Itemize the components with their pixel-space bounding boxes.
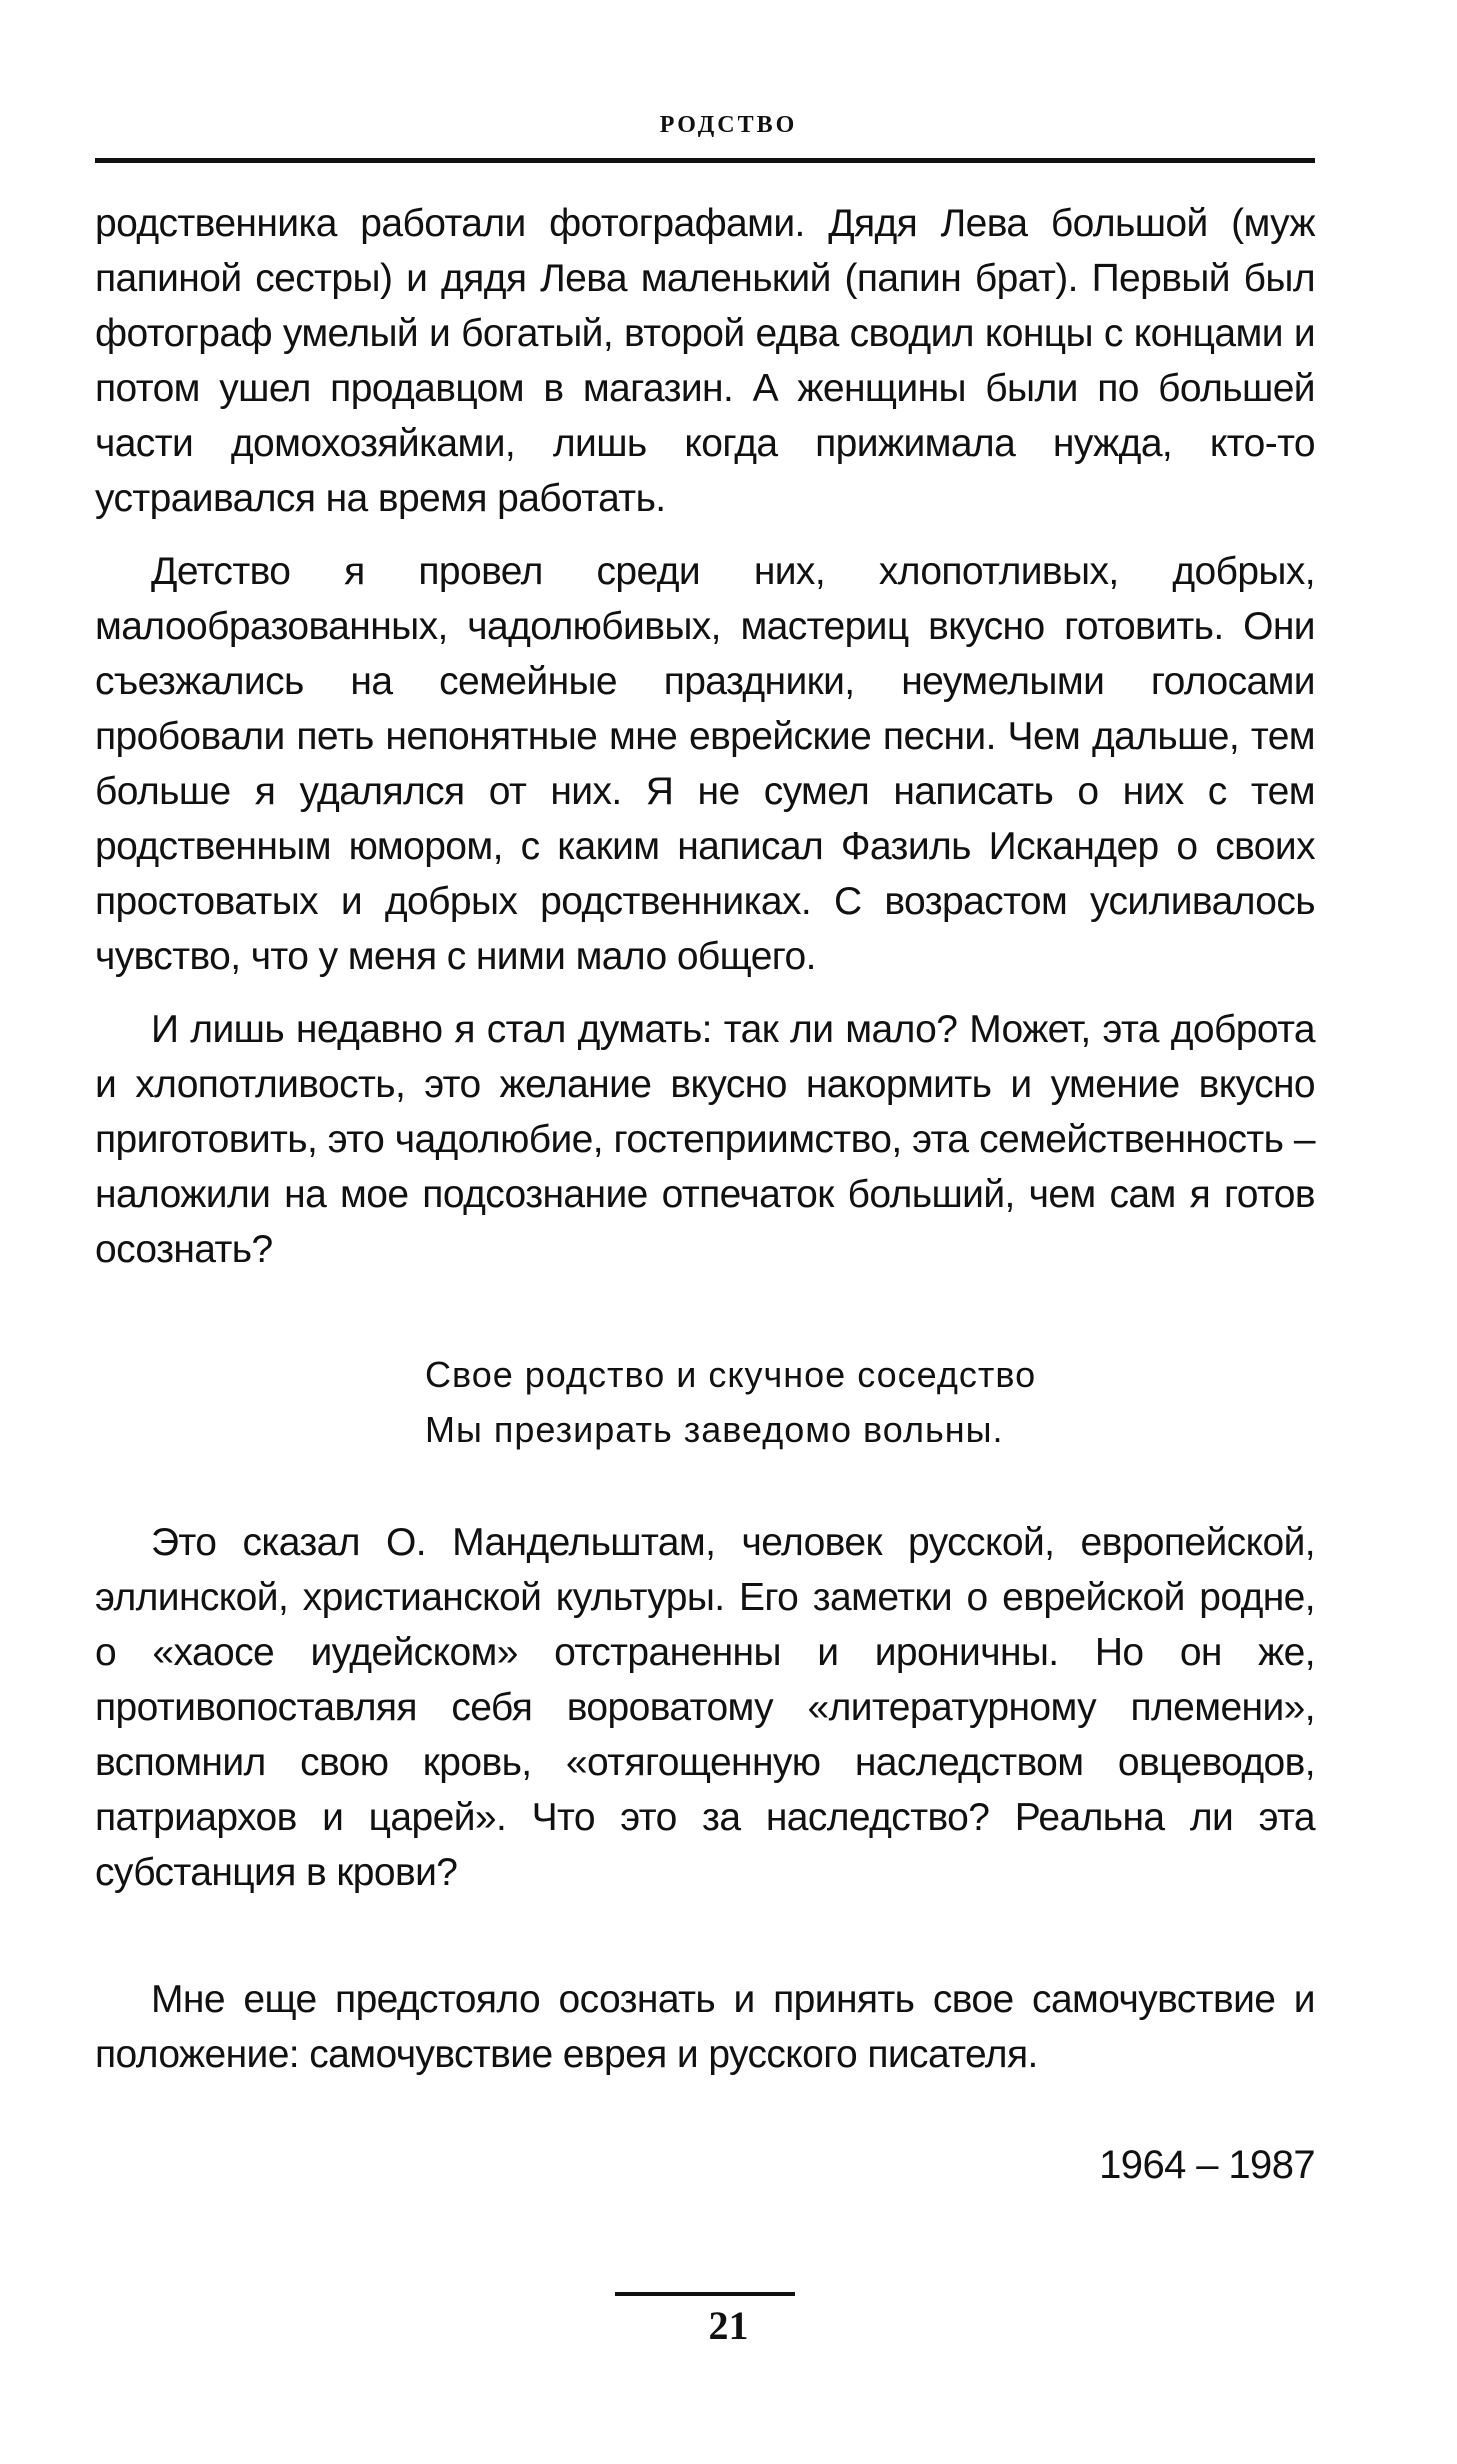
poem-line: Мы презирать заведомо вольны.: [425, 1409, 1004, 1450]
running-head: РОДСТВО: [659, 112, 798, 138]
header-rule: [95, 158, 1315, 163]
paragraph-conclusion: Мне еще предстояло осознать и принять свое самочувствие и положение: самочувствие еврея и русского писателя.: [95, 1978, 1315, 2076]
date-range: 1964 – 1987: [1099, 2143, 1315, 2187]
paragraph-childhood: Детство я провел среди них, хлопотливых, добрых, малообразованных, чадолюбивых, мастериц вкусно готовить. Они съезжались на семейные праздники, неумелыми голосами пробовали петь непонятные мне еврейские песни. Чем дальше, тем больше я удалялся от них. Я не сумел написать о них с тем родственным юмором, с каким написал Фазиль Искандер о своих простоватых и добрых родственниках. С возрастом усиливалось чувство, что у меня с ними мало общего.: [95, 550, 1315, 978]
poem-quote: [425, 1347, 1315, 1457]
footer-rule: [615, 2292, 795, 2296]
poem-line: Свое родство и скучное соседство: [425, 1354, 1037, 1395]
body-text: [95, 196, 1315, 2193]
paragraph-mandelstam: Это сказал О. Мандельштам, человек русской, европейской, эллинской, христианской культуры. Его заметки о еврейской родне, о «хаосе иудейском» отстраненны и ироничны. Но он же, противопоставляя себя вороватому «литературному племени», вспомнил свою кровь, «отягощенную наследством овцеводов, патриархов и царей». Что это за наследство? Реальна ли эта субстанция в крови?: [95, 1521, 1315, 1894]
paragraph-reflection: И лишь недавно я стал думать: так ли мало? Может, эта доброта и хлопотливость, это желание вкусно накормить и умение вкусно приготовить, это чадолюбие, гостеприимство, эта семейственность – наложили на мое подсознание отпечаток больший, чем сам я готов осознать?: [95, 1008, 1315, 1271]
paragraph-continued: родственника работали фотографами. Дядя Лева большой (муж папиной сестры) и дядя Лева маленький (папин брат). Первый был фотограф умелый и богатый, второй едва сводил концы с концами и потом ушел продавцом в магазин. А женщины были по большей части домохозяйками, лишь когда прижимала нужда, кто-то устраивался на время работать.: [95, 202, 1315, 520]
page-number: 21: [708, 2303, 749, 2348]
